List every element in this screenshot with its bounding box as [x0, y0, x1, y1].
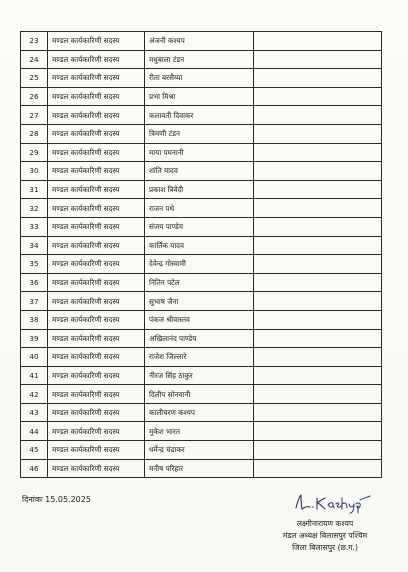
- empty-cell: [254, 87, 382, 106]
- empty-cell: [254, 366, 382, 385]
- empty-cell: [254, 69, 382, 88]
- empty-cell: [254, 329, 382, 348]
- empty-cell: [254, 310, 382, 329]
- member-name-cell: सुभाष जैना: [145, 292, 254, 311]
- members-table-body: [21, 32, 382, 478]
- role-cell: मण्डल कार्यकारिणी सदस्य: [48, 255, 145, 274]
- member-name-cell: रीता बरसैय्या: [145, 69, 254, 88]
- signatory-name: लक्ष्मीनारायण कश्यप: [296, 519, 354, 528]
- member-name-cell: नीरज सिंह ठाकुर: [145, 366, 254, 385]
- member-name-cell: कालीचरण कश्यप: [145, 403, 254, 422]
- date-value: 15.05.2025: [45, 495, 91, 504]
- member-name-cell: त्रिमणी टंडन: [145, 124, 254, 143]
- empty-cell: [254, 403, 382, 422]
- member-name-cell: मनीष परिहार: [145, 459, 254, 478]
- table-row: [21, 87, 382, 106]
- serial-number-cell: 36: [21, 273, 48, 292]
- table-row: [21, 292, 382, 311]
- serial-number-cell: 44: [21, 422, 48, 441]
- member-name-cell: देवेन्द्र गोस्वामी: [145, 255, 254, 274]
- member-name-cell: राजन पथे: [145, 199, 254, 218]
- empty-cell: [254, 459, 382, 478]
- serial-number-cell: 34: [21, 236, 48, 255]
- empty-cell: [254, 422, 382, 441]
- table-row: [21, 329, 382, 348]
- role-cell: मण्डल कार्यकारिणी सदस्य: [48, 441, 145, 460]
- serial-number-cell: 37: [21, 292, 48, 311]
- role-cell: मण्डल कार्यकारिणी सदस्य: [48, 366, 145, 385]
- empty-cell: [254, 143, 382, 162]
- table-row: [21, 50, 382, 69]
- serial-number-cell: 41: [21, 366, 48, 385]
- empty-cell: [254, 348, 382, 367]
- role-cell: मण्डल कार्यकारिणी सदस्य: [48, 403, 145, 422]
- role-cell: मण्डल कार्यकारिणी सदस्य: [48, 69, 145, 88]
- serial-number-cell: 24: [21, 50, 48, 69]
- members-table: [20, 31, 382, 478]
- member-name-cell: माया पमनानी: [145, 143, 254, 162]
- member-name-cell: मधुबाला टंडन: [145, 50, 254, 69]
- member-name-cell: धर्मेन्द्र चंद्राकर: [145, 441, 254, 460]
- empty-cell: [254, 441, 382, 460]
- empty-cell: [254, 106, 382, 125]
- role-cell: मण्डल कार्यकारिणी सदस्य: [48, 422, 145, 441]
- table-row: [21, 273, 382, 292]
- serial-number-cell: 26: [21, 87, 48, 106]
- empty-cell: [254, 180, 382, 199]
- serial-number-cell: 29: [21, 143, 48, 162]
- serial-number-cell: 38: [21, 310, 48, 329]
- member-name-cell: मुकेश भारत: [145, 422, 254, 441]
- role-cell: मण्डल कार्यकारिणी सदस्य: [48, 124, 145, 143]
- date-label: दिनांकः: [22, 495, 43, 504]
- table-row: [21, 366, 382, 385]
- member-name-cell: राजेश जिल्लारे: [145, 348, 254, 367]
- serial-number-cell: 46: [21, 459, 48, 478]
- role-cell: मण्डल कार्यकारिणी सदस्य: [48, 348, 145, 367]
- table-row: [21, 255, 382, 274]
- role-cell: मण्डल कार्यकारिणी सदस्य: [48, 180, 145, 199]
- serial-number-cell: 42: [21, 385, 48, 404]
- role-cell: मण्डल कार्यकारिणी सदस्य: [48, 273, 145, 292]
- member-name-cell: पंकज श्रीवास्तव: [145, 310, 254, 329]
- table-row: [21, 180, 382, 199]
- member-name-cell: संजय पाण्डेय: [145, 217, 254, 236]
- role-cell: मण्डल कार्यकारिणी सदस्य: [48, 199, 145, 218]
- role-cell: मण्डल कार्यकारिणी सदस्य: [48, 329, 145, 348]
- serial-number-cell: 43: [21, 403, 48, 422]
- member-name-cell: प्रकाश त्रिवेदी: [145, 180, 254, 199]
- empty-cell: [254, 217, 382, 236]
- member-name-cell: कलावती दिवाकर: [145, 106, 254, 125]
- table-row: [21, 199, 382, 218]
- role-cell: मण्डल कार्यकारिणी सदस्य: [48, 143, 145, 162]
- serial-number-cell: 33: [21, 217, 48, 236]
- serial-number-cell: 35: [21, 255, 48, 274]
- member-name-cell: कार्तिक यादव: [145, 236, 254, 255]
- serial-number-cell: 32: [21, 199, 48, 218]
- member-name-cell: प्रभा मिश्रा: [145, 87, 254, 106]
- empty-cell: [254, 255, 382, 274]
- empty-cell: [254, 236, 382, 255]
- member-name-cell: दिलीप सोनवानी: [145, 385, 254, 404]
- empty-cell: [254, 124, 382, 143]
- handwritten-signature: [292, 490, 372, 514]
- serial-number-cell: 39: [21, 329, 48, 348]
- date-line: [22, 494, 91, 505]
- role-cell: मण्डल कार्यकारिणी सदस्य: [48, 50, 145, 69]
- table-row: [21, 403, 382, 422]
- empty-cell: [254, 50, 382, 69]
- role-cell: मण्डल कार्यकारिणी सदस्य: [48, 217, 145, 236]
- serial-number-cell: 25: [21, 69, 48, 88]
- table-row: [21, 441, 382, 460]
- serial-number-cell: 31: [21, 180, 48, 199]
- member-name-cell: अखिलानंद पाण्डेय: [145, 329, 254, 348]
- empty-cell: [254, 273, 382, 292]
- role-cell: मण्डल कार्यकारिणी सदस्य: [48, 292, 145, 311]
- empty-cell: [254, 162, 382, 181]
- serial-number-cell: 45: [21, 441, 48, 460]
- table-row: [21, 459, 382, 478]
- table-row: [21, 310, 382, 329]
- serial-number-cell: 40: [21, 348, 48, 367]
- empty-cell: [254, 199, 382, 218]
- table-row: [21, 348, 382, 367]
- signatory-district: जिला बिलासपुर (छ.ग.): [292, 543, 358, 552]
- table-row: [21, 236, 382, 255]
- role-cell: मण्डल कार्यकारिणी सदस्य: [48, 32, 145, 51]
- member-name-cell: शांति यादव: [145, 162, 254, 181]
- empty-cell: [254, 32, 382, 51]
- signatory-block: [250, 518, 400, 554]
- member-name-cell: नितिन पटेल: [145, 273, 254, 292]
- role-cell: मण्डल कार्यकारिणी सदस्य: [48, 310, 145, 329]
- serial-number-cell: 23: [21, 32, 48, 51]
- role-cell: मण्डल कार्यकारिणी सदस्य: [48, 87, 145, 106]
- role-cell: मण्डल कार्यकारिणी सदस्य: [48, 106, 145, 125]
- table-row: [21, 124, 382, 143]
- serial-number-cell: 27: [21, 106, 48, 125]
- table-row: [21, 422, 382, 441]
- role-cell: मण्डल कार्यकारिणी सदस्य: [48, 385, 145, 404]
- table-row: [21, 106, 382, 125]
- table-row: [21, 143, 382, 162]
- table-row: [21, 385, 382, 404]
- empty-cell: [254, 292, 382, 311]
- role-cell: मण्डल कार्यकारिणी सदस्य: [48, 162, 145, 181]
- signatory-title: मंडल अध्यक्ष बिलासपुर पश्चिम: [282, 531, 368, 540]
- table-row: [21, 162, 382, 181]
- table-row: [21, 217, 382, 236]
- serial-number-cell: 30: [21, 162, 48, 181]
- empty-cell: [254, 385, 382, 404]
- table-row: [21, 69, 382, 88]
- serial-number-cell: 28: [21, 124, 48, 143]
- role-cell: मण्डल कार्यकारिणी सदस्य: [48, 236, 145, 255]
- member-name-cell: अंजनी कश्यप: [145, 32, 254, 51]
- role-cell: मण्डल कार्यकारिणी सदस्य: [48, 459, 145, 478]
- table-row: [21, 32, 382, 51]
